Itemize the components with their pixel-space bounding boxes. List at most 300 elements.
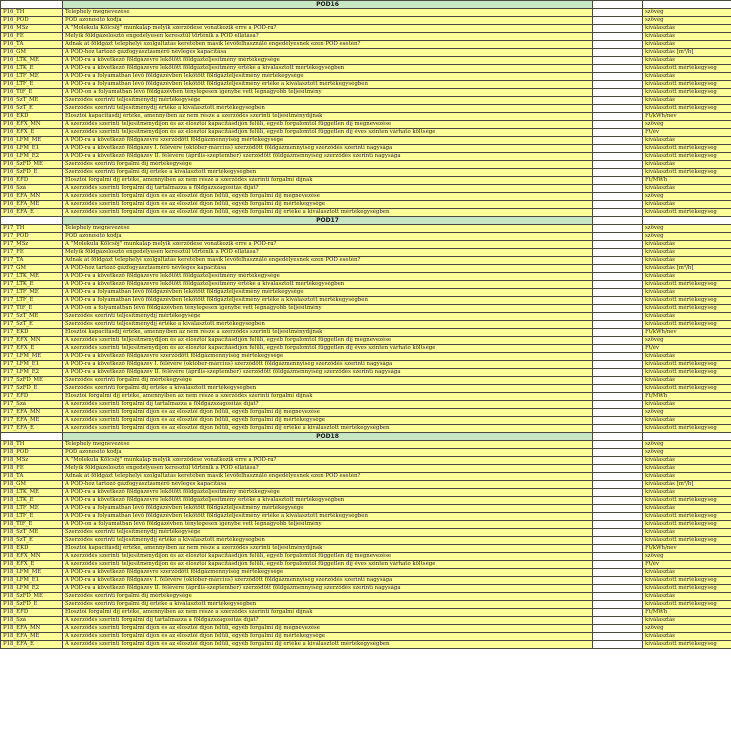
field-type-cell[interactable]: kiválasztás [643,137,731,145]
value-input-cell[interactable] [593,569,643,577]
field-description-cell[interactable]: A POD-ra a folyamatban lévő földgázévben lekötött földgázteljesítmény mértékegysége [63,289,593,297]
field-description-cell[interactable]: A POD-ra a következő földgázév II. félévére (április-szeptember) szerződött földgázmennyiség szerződés szerinti nagysága [63,153,593,161]
value-input-cell[interactable] [593,385,643,393]
field-code-cell[interactable]: P17_TH [1,225,63,233]
field-description-cell[interactable]: Melyik földgázelosztó engedélyesen keresztül történik a POD ellátása? [63,33,593,41]
field-description-cell[interactable]: Szerződés szerinti teljesítménydíj értéke a kiválasztott mértékegységben [63,321,593,329]
field-type-cell[interactable]: szöveg [643,121,731,129]
section-title[interactable]: POD16 [63,1,593,9]
field-type-cell[interactable]: kiválasztás [643,97,731,105]
value-input-cell[interactable] [593,537,643,545]
field-code-cell[interactable]: P16_TIF_É [1,89,63,97]
field-code-cell[interactable]: P16_POD [1,17,63,25]
field-code-cell[interactable]: P18_EFA_MN [1,625,63,633]
field-type-cell[interactable]: kiválasztás [643,57,731,65]
field-description-cell[interactable]: Szerződés szerinti forgalmi díj értéke a kiválasztott mértékegységben [63,385,593,393]
field-description-cell[interactable]: Melyik földgázelosztó engedélyesen keresztül történik a POD ellátása? [63,249,593,257]
value-input-cell[interactable] [593,89,643,97]
field-code-cell[interactable]: P16_LFM_É2 [1,153,63,161]
field-code-cell[interactable]: P16_LFM_É1 [1,145,63,153]
field-type-cell[interactable]: kiválasztott mértékegység [643,361,731,369]
value-input-cell[interactable] [593,9,643,17]
field-code-cell[interactable]: P16_EFA_ME [1,201,63,209]
field-description-cell[interactable]: A szerződés szerinti forgalmi díjon és az elosztói díjon felüli, egyéb forgalmi díj mértékegysége [63,417,593,425]
value-input-cell[interactable] [593,329,643,337]
field-description-cell[interactable]: A szerződés szerinti forgalmi díjon és az elosztói díjon felüli, egyéb forgalmi díj megnevezése [63,625,593,633]
field-code-cell[interactable]: P16_LTF_ME [1,73,63,81]
field-description-cell[interactable]: Elosztói kapacitásdíj értéke, amennyiben az nem része a szerződés szerinti teljesítménydíjnak [63,329,593,337]
section-title[interactable]: POD17 [63,217,593,225]
field-code-cell[interactable]: P16_LTK_É [1,65,63,73]
field-code-cell[interactable]: P18_EKD [1,545,63,553]
field-code-cell[interactable]: P18_LTK_ME [1,489,63,497]
field-type-cell[interactable]: kiválasztott mértékegység [643,513,731,521]
field-description-cell[interactable]: A "Molekula Kölcsöj" munkalap melyik szerződése vonatkozik erre a POD-ra? [63,25,593,33]
field-type-cell[interactable]: kiválasztás [643,529,731,537]
field-type-cell[interactable]: kiválasztás [643,73,731,81]
field-code-cell[interactable]: P16_Szá [1,185,63,193]
field-type-cell[interactable]: kiválasztott mértékegység [643,497,731,505]
field-description-cell[interactable]: A szerződés szerinti forgalmi díjon és az elosztói díjon felüli, egyéb forgalmi díj mértékegysége [63,201,593,209]
field-description-cell[interactable]: A POD-on a folyamatban lévő földgázévben ténylegesen igénybe vett legnagyobb teljesítmény [63,521,593,529]
field-code-cell[interactable]: P17_SzT_ME [1,313,63,321]
field-code-cell[interactable]: P16_MSz [1,25,63,33]
field-description-cell[interactable]: A POD-hoz tartozó gázfogyasztásmérő névleges kapacitása [63,481,593,489]
field-code-cell[interactable]: P17_LFM_É1 [1,361,63,369]
field-code-cell[interactable]: P18_EFA_É [1,641,63,649]
field-code-cell[interactable]: P16_LTK_ME [1,57,63,65]
field-code-cell[interactable]: P17_EFA_É [1,425,63,433]
field-code-cell[interactable]: P16_TH [1,9,63,17]
value-input-cell[interactable] [593,49,643,57]
value-input-cell[interactable] [593,41,643,49]
field-description-cell[interactable]: A szerződés szerinti forgalmi díjon és az elosztói díjon felüli, egyéb forgalmi díj megnevezése [63,409,593,417]
value-input-cell[interactable] [593,225,643,233]
value-input-cell[interactable] [593,273,643,281]
value-input-cell[interactable] [593,457,643,465]
section-title[interactable]: POD18 [63,433,593,441]
field-description-cell[interactable]: POD azonosító kódja [63,449,593,457]
value-input-cell[interactable] [593,513,643,521]
field-type-cell[interactable]: kiválasztott mértékegység [643,369,731,377]
value-input-cell[interactable] [593,401,643,409]
field-code-cell[interactable]: P16_EFX_É [1,129,63,137]
field-type-cell[interactable]: kiválasztott mértékegység [643,385,731,393]
field-type-cell[interactable]: kiválasztott mértékegység [643,105,731,113]
field-code-cell[interactable]: P18_POD [1,449,63,457]
value-input-cell[interactable] [593,345,643,353]
field-description-cell[interactable]: Elosztói forgalmi díj értéke, amennyiben az nem része a szerződés szerinti forgalmi díjnak [63,393,593,401]
field-description-cell[interactable]: A POD-ra a folyamatban lévő földgázévben lekötött földgázteljesítmény mértékegysége [63,73,593,81]
field-code-cell[interactable]: P17_TIF_É [1,305,63,313]
field-code-cell[interactable]: P17_EFD [1,393,63,401]
header-blank-cell[interactable] [643,217,731,225]
field-type-cell[interactable]: kiválasztás [643,377,731,385]
field-description-cell[interactable]: A POD-hoz tartozó gázfogyasztásmérő névleges kapacitása [63,265,593,273]
field-code-cell[interactable]: P17_LTF_ME [1,289,63,297]
field-description-cell[interactable]: A POD-ra a következő földgázévre lekötött földgázteljesítmény értéke a kiválasztott mértékegységben [63,497,593,505]
field-code-cell[interactable]: P18_LFM_É2 [1,585,63,593]
field-description-cell[interactable]: Szerződés szerinti teljesítménydíj mértékegysége [63,97,593,105]
field-description-cell[interactable]: A POD-ra a következő földgázévre lekötött földgázteljesítmény mértékegysége [63,273,593,281]
field-type-cell[interactable]: kiválasztás [643,273,731,281]
field-code-cell[interactable]: P18_MSz [1,457,63,465]
field-description-cell[interactable]: A szerződés szerinti forgalmi díjon és az elosztói díjon felüli, egyéb forgalmi díj értéke a kiválasztott mértékegységben [63,641,593,649]
value-input-cell[interactable] [593,57,643,65]
field-code-cell[interactable]: P17_FE [1,249,63,257]
field-code-cell[interactable]: P16_SzFD_É [1,169,63,177]
field-description-cell[interactable]: Szerződés szerinti teljesítménydíj mértékegysége [63,529,593,537]
field-type-cell[interactable]: kiválasztott mértékegység [643,537,731,545]
field-type-cell[interactable]: kiválasztott mértékegység [643,305,731,313]
field-description-cell[interactable]: A szerződés szerinti forgalmi díjon és az elosztói díjon felüli, egyéb forgalmi díj értéke a kiválasztott mértékegységben [63,425,593,433]
field-type-cell[interactable]: kiválasztás [m³/h] [643,265,731,273]
value-input-cell[interactable] [593,113,643,121]
field-type-cell[interactable]: kiválasztás [m³/h] [643,481,731,489]
field-type-cell[interactable]: szöveg [643,553,731,561]
value-input-cell[interactable] [593,137,643,145]
value-input-cell[interactable] [593,153,643,161]
field-code-cell[interactable]: P17_EFA_MN [1,409,63,417]
value-input-cell[interactable] [593,553,643,561]
field-description-cell[interactable]: A POD-ra a következő földgázévre lekötött földgázteljesítmény értéke a kiválasztott mértékegységben [63,65,593,73]
value-input-cell[interactable] [593,505,643,513]
field-description-cell[interactable]: Elosztói forgalmi díj értéke, amennyiben az nem része a szerződés szerinti forgalmi díjnak [63,177,593,185]
field-type-cell[interactable]: kiválasztás [643,353,731,361]
field-type-cell[interactable]: kiválasztott mértékegység [643,65,731,73]
value-input-cell[interactable] [593,305,643,313]
value-input-cell[interactable] [593,465,643,473]
field-type-cell[interactable]: szöveg [643,441,731,449]
field-type-cell[interactable]: kiválasztás [643,257,731,265]
value-input-cell[interactable] [593,625,643,633]
value-input-cell[interactable] [593,297,643,305]
field-type-cell[interactable]: kiválasztás [643,161,731,169]
value-input-cell[interactable] [593,193,643,201]
field-code-cell[interactable]: P18_SzT_ME [1,529,63,537]
value-input-cell[interactable] [593,481,643,489]
field-code-cell[interactable]: P17_SzFD_ME [1,377,63,385]
value-input-cell[interactable] [593,33,643,41]
value-input-cell[interactable] [593,577,643,585]
value-input-cell[interactable] [593,497,643,505]
field-type-cell[interactable]: Ft/MWh [643,177,731,185]
field-type-cell[interactable]: kiválasztott mértékegység [643,153,731,161]
field-code-cell[interactable]: P17_SzFD_É [1,385,63,393]
header-blank-cell[interactable] [643,1,731,9]
field-description-cell[interactable]: Elosztói kapacitásdíj értéke, amennyiben az nem része a szerződés szerinti teljesítménydíjnak [63,113,593,121]
value-input-cell[interactable] [593,81,643,89]
field-description-cell[interactable]: A POD-hoz tartozó gázfogyasztásmérő névleges kapacitása [63,49,593,57]
value-input-cell[interactable] [593,73,643,81]
value-input-cell[interactable] [593,449,643,457]
field-code-cell[interactable]: P18_EFX_É [1,561,63,569]
field-type-cell[interactable]: kiválasztás [643,465,731,473]
field-description-cell[interactable]: A POD-ra a következő földgázév I. félévére (október-március) szerződött földgázmennyiség szerződés szerinti nagysága [63,145,593,153]
value-input-cell[interactable] [593,377,643,385]
field-code-cell[interactable]: P18_EFX_MN [1,553,63,561]
field-code-cell[interactable]: P18_SzFD_É [1,601,63,609]
field-description-cell[interactable]: A POD-ra a folyamatban lévő földgázévben lekötött földgázteljesítmény értéke a kiválasztott mértékegységben [63,81,593,89]
field-type-cell[interactable]: kiválasztás [643,489,731,497]
field-type-cell[interactable]: kiválasztás [643,201,731,209]
field-type-cell[interactable]: szöveg [643,625,731,633]
value-input-cell[interactable] [593,145,643,153]
field-description-cell[interactable]: A POD-ra a következő földgázévre lekötött földgázteljesítmény mértékegysége [63,57,593,65]
field-type-cell[interactable]: szöveg [643,449,731,457]
field-code-cell[interactable]: P17_Szá [1,401,63,409]
field-type-cell[interactable]: kiválasztás [643,473,731,481]
field-type-cell[interactable]: kiválasztás [643,569,731,577]
field-description-cell[interactable]: A POD-ra a folyamatban lévő földgázévben lekötött földgázteljesítmény mértékegysége [63,505,593,513]
field-code-cell[interactable]: P18_EFD [1,609,63,617]
field-type-cell[interactable]: szöveg [643,225,731,233]
value-input-cell[interactable] [593,601,643,609]
field-description-cell[interactable]: Melyik földgázelosztó engedélyesen keresztül történik a POD ellátása? [63,465,593,473]
field-code-cell[interactable]: P17_MSz [1,241,63,249]
field-code-cell[interactable]: P17_POD [1,233,63,241]
field-code-cell[interactable]: P17_EFX_MN [1,337,63,345]
field-code-cell[interactable]: P18_SzT_É [1,537,63,545]
field-code-cell[interactable]: P18_LTF_ME [1,505,63,513]
value-input-cell[interactable] [593,249,643,257]
field-type-cell[interactable]: kiválasztott mértékegység [643,81,731,89]
field-code-cell[interactable]: P17_SzT_É [1,321,63,329]
field-type-cell[interactable]: Ft/MWh [643,609,731,617]
value-input-cell[interactable] [593,489,643,497]
field-description-cell[interactable]: A szerződés szerinti teljesítménydíjon és az elosztói kapacitásdíjon felüli, egyéb forgalomtól független díj éves szinten várható költsége [63,129,593,137]
field-type-cell[interactable]: kiválasztás [643,25,731,33]
field-code-cell[interactable]: P17_GM [1,265,63,273]
field-type-cell[interactable]: kiválasztás [643,617,731,625]
field-description-cell[interactable]: A POD-on a folyamatban lévő földgázévben ténylegesen igénybe vett legnagyobb teljesítmény [63,305,593,313]
field-type-cell[interactable]: Ft/MWh [643,393,731,401]
field-description-cell[interactable]: A POD-ra a következő földgázévre szerződött földgázmennyiség mértékegysége [63,569,593,577]
field-code-cell[interactable]: P17_LTK_ME [1,273,63,281]
value-input-cell[interactable] [593,529,643,537]
field-description-cell[interactable]: A POD-ra a következő földgázévre lekötött földgázteljesítmény mértékegysége [63,489,593,497]
field-type-cell[interactable]: kiválasztott mértékegység [643,145,731,153]
field-description-cell[interactable]: A POD-ra a következő földgázévre szerződött földgázmennyiség mértékegysége [63,137,593,145]
value-input-cell[interactable] [593,609,643,617]
value-input-cell[interactable] [593,257,643,265]
field-description-cell[interactable]: A POD-ra a következő földgázévre lekötött földgázteljesítmény értéke a kiválasztott mértékegységben [63,281,593,289]
field-description-cell[interactable]: Szerződés szerinti teljesítménydíj mértékegysége [63,313,593,321]
field-type-cell[interactable]: kiválasztás [643,41,731,49]
field-description-cell[interactable]: Szerződés szerinti forgalmi díj mértékegysége [63,161,593,169]
field-type-cell[interactable]: kiválasztott mértékegység [643,321,731,329]
field-type-cell[interactable]: kiválasztás [643,633,731,641]
header-blank-cell[interactable] [1,1,63,9]
header-blank-cell[interactable] [593,1,643,9]
field-type-cell[interactable]: Ft/év [643,561,731,569]
field-description-cell[interactable]: A szerződés szerinti forgalmi díjon és az elosztói díjon felüli, egyéb forgalmi díj megnevezése [63,193,593,201]
field-code-cell[interactable]: P16_SzFD_ME [1,161,63,169]
field-description-cell[interactable]: A POD-ra a folyamatban lévő földgázévben lekötött földgázteljesítmény értéke a kiválasztott mértékegységben [63,297,593,305]
field-code-cell[interactable]: P18_Szá [1,617,63,625]
field-description-cell[interactable]: A szerződés szerinti forgalmi díj tartalmazza a földgázszagosítás díját? [63,401,593,409]
field-type-cell[interactable]: kiválasztás [643,289,731,297]
field-type-cell[interactable]: kiválasztás [643,249,731,257]
field-type-cell[interactable]: Ft/év [643,345,731,353]
header-blank-cell[interactable] [643,433,731,441]
field-description-cell[interactable]: A POD-on a folyamatban lévő földgázévben ténylegesen igénybe vett legnagyobb teljesítmény [63,89,593,97]
header-blank-cell[interactable] [593,433,643,441]
field-description-cell[interactable]: A szerződés szerinti forgalmi díj tartalmazza a földgázszagosítás díját? [63,617,593,625]
value-input-cell[interactable] [593,585,643,593]
field-code-cell[interactable]: P18_LFM_ME [1,569,63,577]
field-description-cell[interactable]: A POD-ra a következő földgázév I. félévére (október-március) szerződött földgázmennyiség szerződés szerinti nagysága [63,577,593,585]
field-description-cell[interactable]: A "Molekula Kölcsöj" munkalap melyik szerződése vonatkozik erre a POD-ra? [63,241,593,249]
field-type-cell[interactable]: kiválasztott mértékegység [643,425,731,433]
field-code-cell[interactable]: P17_LTF_É [1,297,63,305]
field-description-cell[interactable]: POD azonosító kódja [63,17,593,25]
field-description-cell[interactable]: A POD-ra a következő földgázév II. félévére (április-szeptember) szerződött földgázmennyiség szerződés szerinti nagysága [63,369,593,377]
field-code-cell[interactable]: P18_TH [1,441,63,449]
field-description-cell[interactable]: Elosztói forgalmi díj értéke, amennyiben az nem része a szerződés szerinti forgalmi díjnak [63,609,593,617]
field-code-cell[interactable]: P18_LTK_É [1,497,63,505]
field-code-cell[interactable]: P18_GM [1,481,63,489]
field-type-cell[interactable]: Ft/év [643,129,731,137]
field-type-cell[interactable]: kiválasztás [643,401,731,409]
value-input-cell[interactable] [593,121,643,129]
field-description-cell[interactable]: Szerződés szerinti forgalmi díj értéke a kiválasztott mértékegységben [63,601,593,609]
value-input-cell[interactable] [593,545,643,553]
value-input-cell[interactable] [593,321,643,329]
field-type-cell[interactable]: kiválasztás [643,417,731,425]
field-code-cell[interactable]: P18_LTF_É [1,513,63,521]
field-description-cell[interactable]: Telephely megnevezése [63,441,593,449]
value-input-cell[interactable] [593,633,643,641]
field-description-cell[interactable]: Adnak át földgázt telephelyi szolgáltatás keretében másik lévőfelhasználó engedélyesnek ezen POD esetén? [63,473,593,481]
field-type-cell[interactable]: Ft/kWh/nev [643,113,731,121]
value-input-cell[interactable] [593,233,643,241]
value-input-cell[interactable] [593,369,643,377]
value-input-cell[interactable] [593,337,643,345]
value-input-cell[interactable] [593,265,643,273]
field-code-cell[interactable]: P18_TÁ [1,473,63,481]
field-type-cell[interactable]: kiválasztott mértékegység [643,601,731,609]
value-input-cell[interactable] [593,241,643,249]
value-input-cell[interactable] [593,593,643,601]
field-description-cell[interactable]: Adnak át földgázt telephelyi szolgáltatás keretében másik lévőfelhasználó engedélyesnek ezen POD esetén? [63,41,593,49]
field-type-cell[interactable]: kiválasztott mértékegység [643,89,731,97]
field-description-cell[interactable]: A POD-ra a folyamatban lévő földgázévben lekötött földgázteljesítmény értéke a kiválasztott mértékegységben [63,513,593,521]
field-type-cell[interactable]: kiválasztott mértékegység [643,585,731,593]
field-type-cell[interactable]: kiválasztás [643,33,731,41]
field-description-cell[interactable]: A szerződés szerinti teljesítménydíjon és az elosztói kapacitásdíjon felüli, egyéb forgalomtól független díj megnevezése [63,337,593,345]
field-description-cell[interactable]: Szerződés szerinti forgalmi díj mértékegysége [63,377,593,385]
field-type-cell[interactable]: kiválasztás [643,313,731,321]
field-description-cell[interactable]: Szerződés szerinti forgalmi díj értéke a kiválasztott mértékegységben [63,169,593,177]
field-description-cell[interactable]: A szerződés szerinti teljesítménydíjon és az elosztói kapacitásdíjon felüli, egyéb forgalomtól független díj éves szinten várható költsége [63,561,593,569]
field-type-cell[interactable]: kiválasztott mértékegység [643,297,731,305]
value-input-cell[interactable] [593,425,643,433]
field-type-cell[interactable]: szöveg [643,17,731,25]
field-description-cell[interactable]: Adnak át földgázt telephelyi szolgáltatás keretében másik lévőfelhasználó engedélyesnek ezen POD esetén? [63,257,593,265]
value-input-cell[interactable] [593,105,643,113]
field-description-cell[interactable]: Elosztói kapacitásdíj értéke, amennyiben az nem része a szerződés szerinti teljesítménydíjnak [63,545,593,553]
field-code-cell[interactable]: P16_SzT_É [1,105,63,113]
field-type-cell[interactable]: kiválasztott mértékegység [643,209,731,217]
field-type-cell[interactable]: szöveg [643,409,731,417]
value-input-cell[interactable] [593,417,643,425]
field-code-cell[interactable]: P16_TÁ [1,41,63,49]
value-input-cell[interactable] [593,361,643,369]
value-input-cell[interactable] [593,17,643,25]
field-description-cell[interactable]: A szerződés szerinti teljesítménydíjon és az elosztói kapacitásdíjon felüli, egyéb forgalomtól független díj megnevezése [63,121,593,129]
field-code-cell[interactable]: P17_EKD [1,329,63,337]
field-description-cell[interactable]: Telephely megnevezése [63,9,593,17]
field-type-cell[interactable]: szöveg [643,193,731,201]
field-type-cell[interactable]: kiválasztás [643,241,731,249]
field-description-cell[interactable]: POD azonosító kódja [63,233,593,241]
value-input-cell[interactable] [593,473,643,481]
field-type-cell[interactable]: kiválasztott mértékegység [643,281,731,289]
value-input-cell[interactable] [593,641,643,649]
field-code-cell[interactable]: P16_LTF_É [1,81,63,89]
value-input-cell[interactable] [593,201,643,209]
value-input-cell[interactable] [593,129,643,137]
field-description-cell[interactable]: A szerződés szerinti forgalmi díjon és az elosztói díjon felüli, egyéb forgalmi díj értéke a kiválasztott mértékegységben [63,209,593,217]
field-type-cell[interactable]: kiválasztott mértékegység [643,641,731,649]
field-type-cell[interactable]: kiválasztás [643,505,731,513]
field-code-cell[interactable]: P17_LTK_É [1,281,63,289]
field-code-cell[interactable]: P17_LFM_ME [1,353,63,361]
field-code-cell[interactable]: P18_SzFD_ME [1,593,63,601]
field-description-cell[interactable]: A "Molekula Kölcsöj" munkalap melyik szerződése vonatkozik erre a POD-ra? [63,457,593,465]
value-input-cell[interactable] [593,281,643,289]
field-code-cell[interactable]: P16_GM [1,49,63,57]
field-type-cell[interactable]: kiválasztott mértékegység [643,521,731,529]
header-blank-cell[interactable] [1,433,63,441]
field-type-cell[interactable]: kiválasztás [m³/h] [643,49,731,57]
field-code-cell[interactable]: P16_SzT_ME [1,97,63,105]
field-code-cell[interactable]: P17_EFX_É [1,345,63,353]
header-blank-cell[interactable] [1,217,63,225]
field-type-cell[interactable]: kiválasztás [643,185,731,193]
value-input-cell[interactable] [593,161,643,169]
field-description-cell[interactable]: A POD-ra a következő földgázév II. félévére (április-szeptember) szerződött földgázmennyiség szerződés szerinti nagysága [63,585,593,593]
field-code-cell[interactable]: P18_EFA_ME [1,633,63,641]
field-type-cell[interactable]: kiválasztott mértékegység [643,169,731,177]
value-input-cell[interactable] [593,185,643,193]
field-type-cell[interactable]: kiválasztás [643,457,731,465]
value-input-cell[interactable] [593,177,643,185]
value-input-cell[interactable] [593,169,643,177]
field-type-cell[interactable]: szöveg [643,337,731,345]
field-description-cell[interactable]: Telephely megnevezése [63,225,593,233]
field-description-cell[interactable]: A POD-ra a következő földgázévre szerződött földgázmennyiség mértékegysége [63,353,593,361]
value-input-cell[interactable] [593,393,643,401]
field-code-cell[interactable]: P17_LFM_É2 [1,369,63,377]
field-code-cell[interactable]: P16_FE [1,33,63,41]
field-type-cell[interactable]: kiválasztott mértékegység [643,577,731,585]
value-input-cell[interactable] [593,561,643,569]
header-blank-cell[interactable] [593,217,643,225]
value-input-cell[interactable] [593,617,643,625]
field-code-cell[interactable]: P18_FE [1,465,63,473]
field-code-cell[interactable]: P16_EFX_MN [1,121,63,129]
field-description-cell[interactable]: A POD-ra a következő földgázév I. félévére (október-március) szerződött földgázmennyiség szerződés szerinti nagysága [63,361,593,369]
field-type-cell[interactable]: kiválasztás [643,593,731,601]
field-description-cell[interactable]: Szerződés szerinti teljesítménydíj értéke a kiválasztott mértékegységben [63,105,593,113]
field-description-cell[interactable]: A szerződés szerinti teljesítménydíjon és az elosztói kapacitásdíjon felüli, egyéb forgalomtól független díj éves szinten várható költsége [63,345,593,353]
field-code-cell[interactable]: P16_LFM_ME [1,137,63,145]
field-description-cell[interactable]: A szerződés szerinti forgalmi díj tartalmazza a földgázszagosítás díját? [63,185,593,193]
field-code-cell[interactable]: P18_TIF_É [1,521,63,529]
field-code-cell[interactable]: P17_EFA_ME [1,417,63,425]
